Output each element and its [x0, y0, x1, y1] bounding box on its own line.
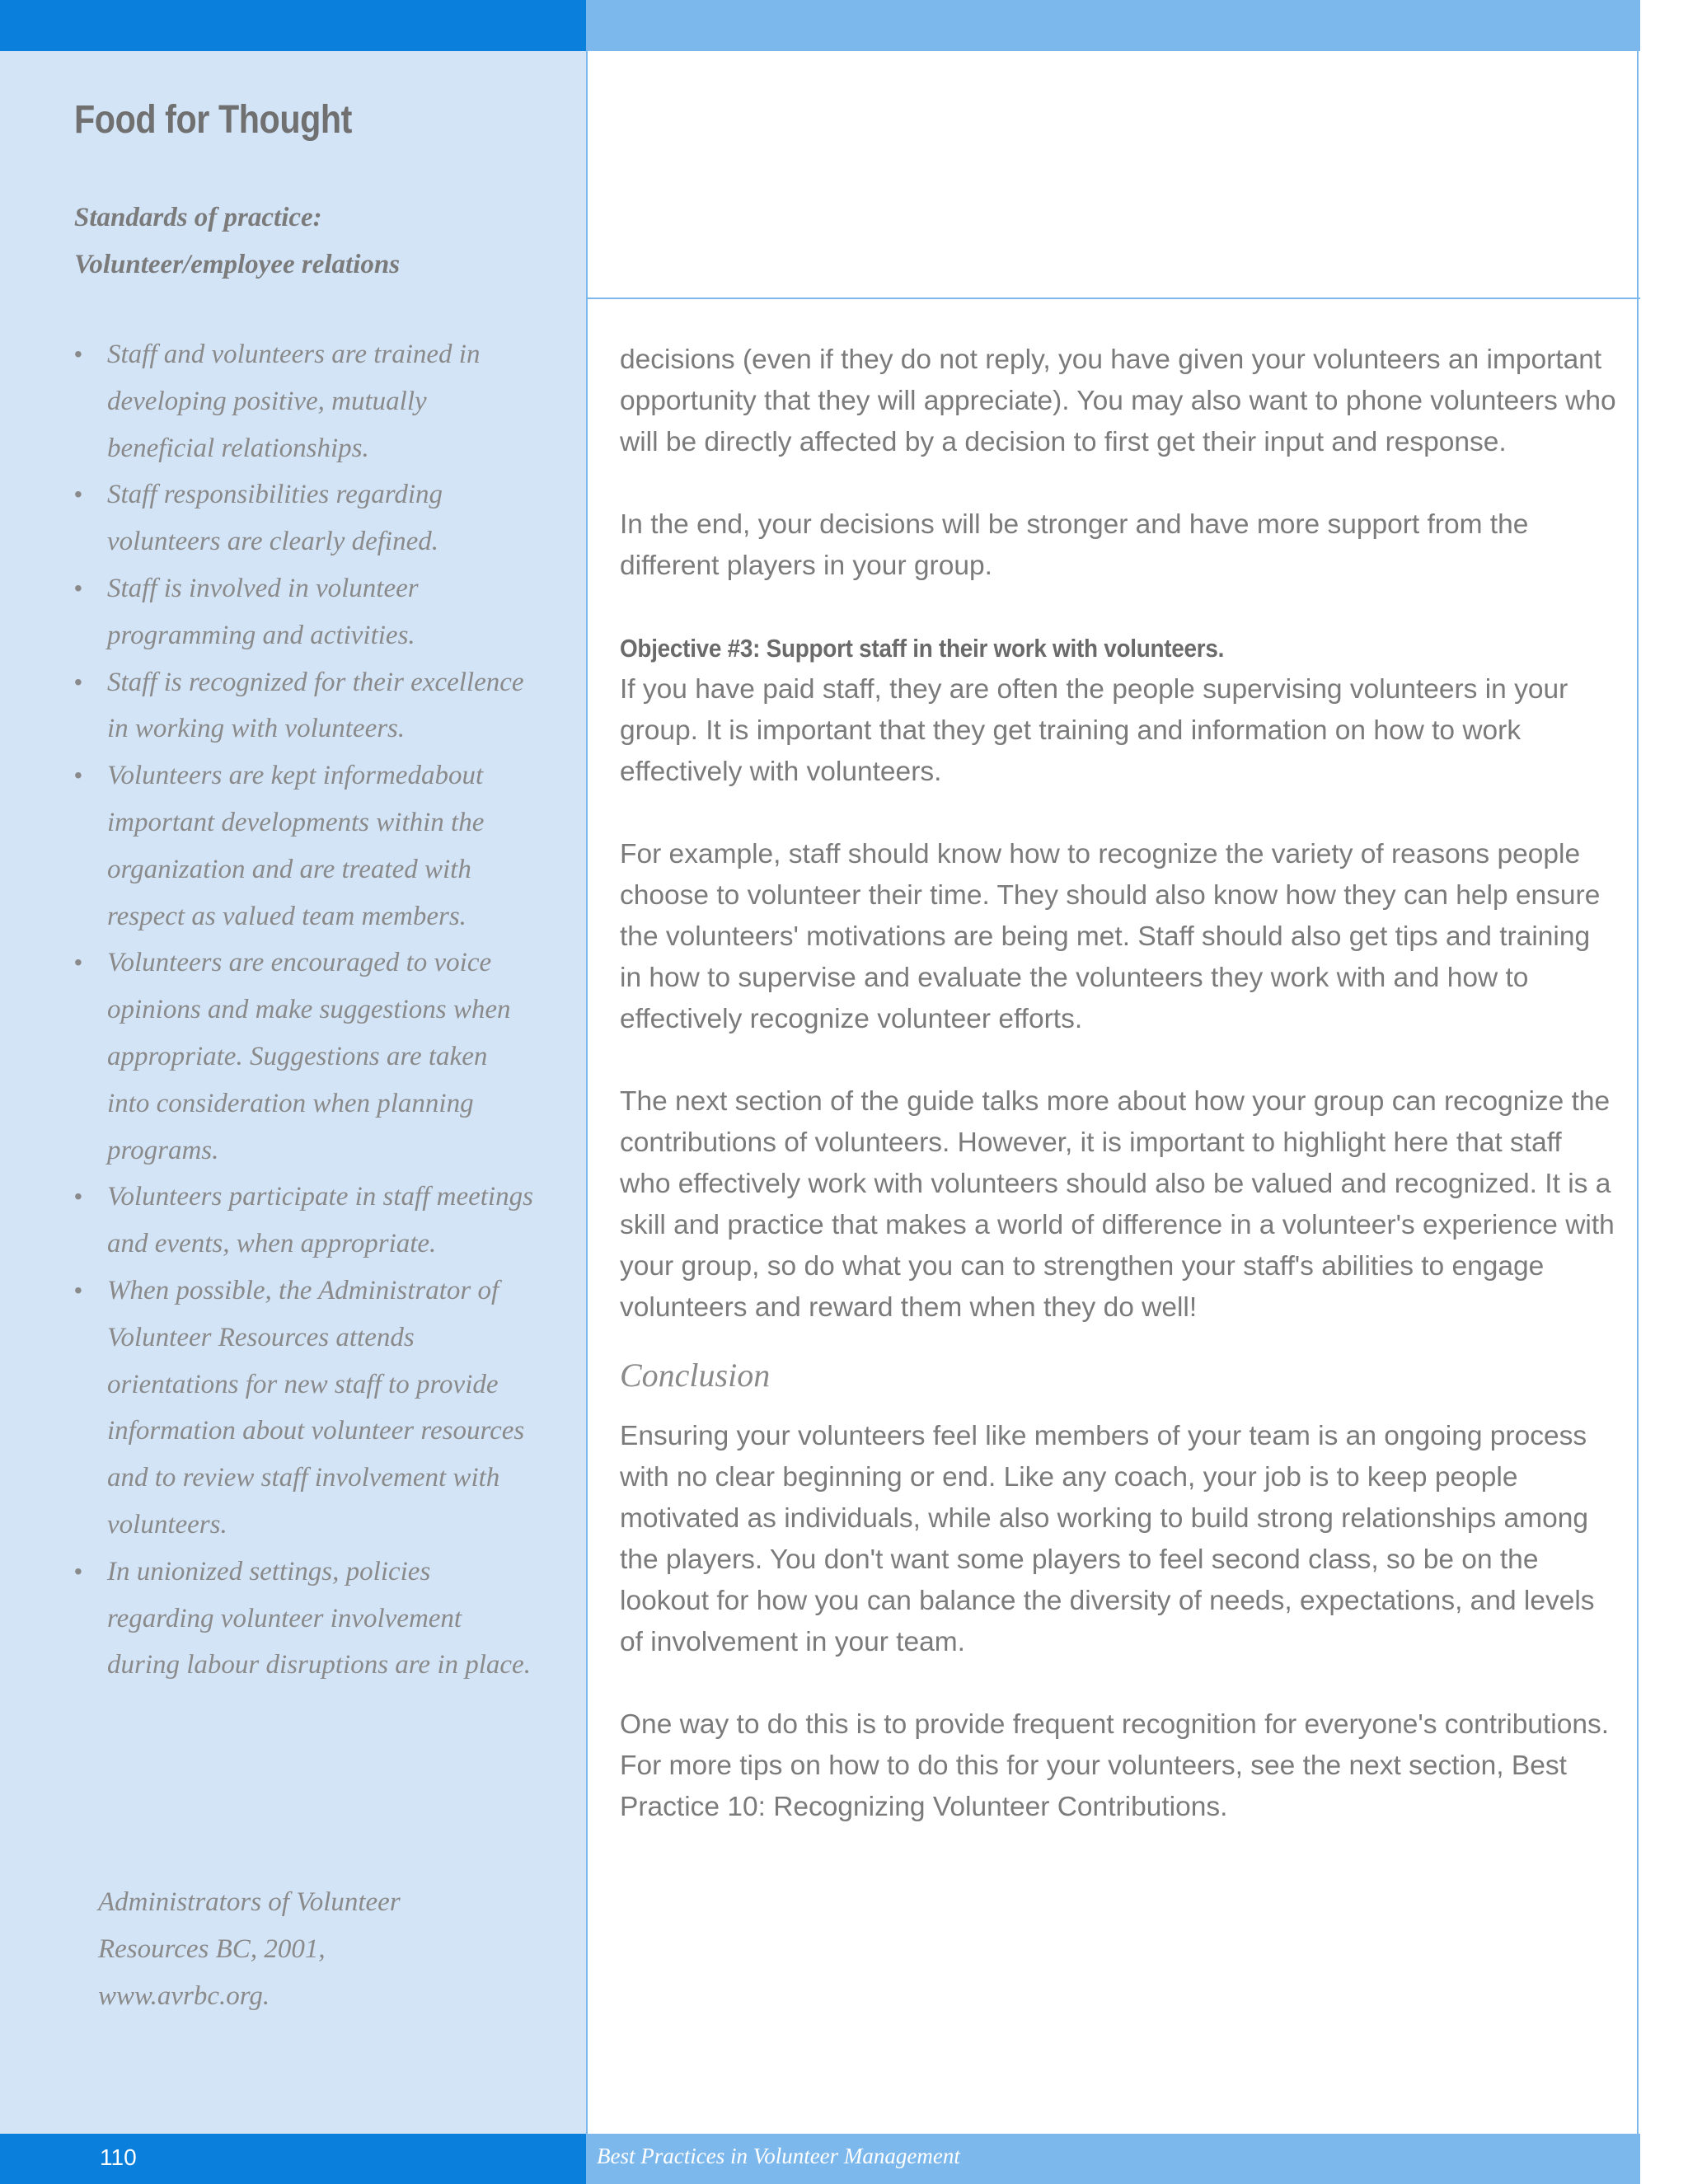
body-paragraph: decisions (even if they do not reply, you have given your volunteers an important opportunity that they will appreciate). You may also want to phone volunteers who will be directly affected by a decision to first get their input and response.	[620, 344, 1616, 457]
footer-book-title: Best Practices in Volunteer Management	[597, 2144, 960, 2168]
list-item-text: Volunteers are kept informedabout important developments within the organization and are treated with respect as valued team members.	[107, 761, 485, 931]
list-item	[74, 752, 536, 940]
objective-block	[620, 628, 1617, 793]
top-banner-right	[586, 0, 1640, 51]
body-paragraph: If you have paid staff, they are often the people supervising volunteers in your group. It is important that they get training and information on how to work effectively with volunteers.	[620, 674, 1568, 787]
bullet-icon: •	[74, 341, 82, 367]
conclusion-heading: Conclusion	[620, 1357, 771, 1394]
bullet-icon: •	[74, 1183, 82, 1210]
list-item-text: Volunteers participate in staff meetings and events, when appropriate.	[107, 1182, 533, 1259]
list-item	[74, 331, 536, 471]
objective-heading: Objective #3: Support staff in their work with volunteers.	[620, 634, 1225, 663]
main-content	[620, 340, 1617, 1869]
bullet-icon: •	[74, 762, 82, 789]
list-item-text: Staff is recognized for their excellence in working with volunteers.	[107, 667, 524, 744]
body-paragraph: For example, staff should know how to recognize the variety of reasons people choose to volunteer their time. They should also know how they can help ensure the volunteers' motivations are being met. Staff should also get tips and training in how to supervise and evaluate the volunteers they work with and how to effectively recognize volunteer efforts.	[620, 839, 1601, 1034]
bullet-icon: •	[74, 1558, 82, 1584]
page-number: 110	[100, 2144, 137, 2170]
bullet-icon: •	[74, 481, 82, 508]
list-item	[74, 1174, 536, 1268]
list-item-text: Staff and volunteers are trained in developing positive, mutually beneficial relationships.	[107, 340, 481, 463]
bullet-icon: •	[74, 1277, 82, 1303]
list-item	[74, 1549, 536, 1689]
footer-bar-left	[0, 2134, 586, 2184]
sidebar-subtitle-line: Volunteer/employee relations	[74, 250, 401, 279]
list-item	[74, 565, 536, 659]
body-paragraph: In the end, your decisions will be stronger and have more support from the different players in your group.	[620, 509, 1529, 581]
list-item	[74, 659, 536, 753]
list-item-text: Volunteers are encouraged to voice opinions and make suggestions when appropriate. Suggestions are taken into consideration when planning programs.	[107, 948, 511, 1165]
top-banner-left	[0, 0, 586, 51]
sidebar-title: Food for Thought	[74, 98, 352, 142]
main-column-divider	[586, 298, 1640, 299]
list-item-text: Staff responsibilities regarding volunteers are clearly defined.	[107, 480, 443, 557]
list-item	[74, 471, 536, 565]
bullet-icon: •	[74, 949, 82, 976]
citation-line: www.avrbc.org.	[98, 1981, 270, 2011]
body-paragraph: The next section of the guide talks more about how your group can recognize the contributions of volunteers. However, it is important to highlight here that staff who effectively work with volunteers should also be valued and recognized. It is a skill and practice that makes a world of difference in a volunteer's experience with your group, so do what you can to strengthen your staff's abilities to engage volunteers and reward them when they do well!	[620, 1086, 1615, 1323]
sidebar-subtitle-line: Standards of practice:	[74, 203, 322, 232]
standards-list	[74, 331, 536, 1689]
sidebar-subtitle	[74, 194, 400, 288]
list-item	[74, 1268, 536, 1549]
list-item-text: Staff is involved in volunteer programming and activities.	[107, 573, 419, 650]
list-item-text: When possible, the Administrator of Volunteer Resources attends orientations for new staff to provide information about volunteer resources and to review staff involvement with volunteers.	[107, 1275, 525, 1540]
list-item-text: In unionized settings, policies regarding volunteer involvement during labour disruptions are in place.	[107, 1556, 531, 1680]
list-item	[74, 940, 536, 1174]
bullet-icon: •	[74, 574, 82, 601]
citation-line: Administrators of Volunteer	[98, 1887, 401, 1917]
bullet-icon: •	[74, 668, 82, 695]
sidebar-source-citation	[98, 1879, 527, 2020]
citation-line: Resources BC, 2001,	[98, 1934, 326, 1964]
body-paragraph: Ensuring your volunteers feel like members of your team is an ongoing process with no clear beginning or end. Like any coach, your job is to keep people motivated as individuals, while also working to build strong relationships among the players. You don't want some players to feel second class, so be on the lookout for how you can balance the diversity of needs, expectations, and levels of involvement in your team.	[620, 1421, 1595, 1657]
body-paragraph: One way to do this is to provide frequent recognition for everyone's contributions. For more tips on how to do this for your volunteers, see the next section, Best Practice 10: Recognizing Volunteer Contributions.	[620, 1709, 1610, 1822]
